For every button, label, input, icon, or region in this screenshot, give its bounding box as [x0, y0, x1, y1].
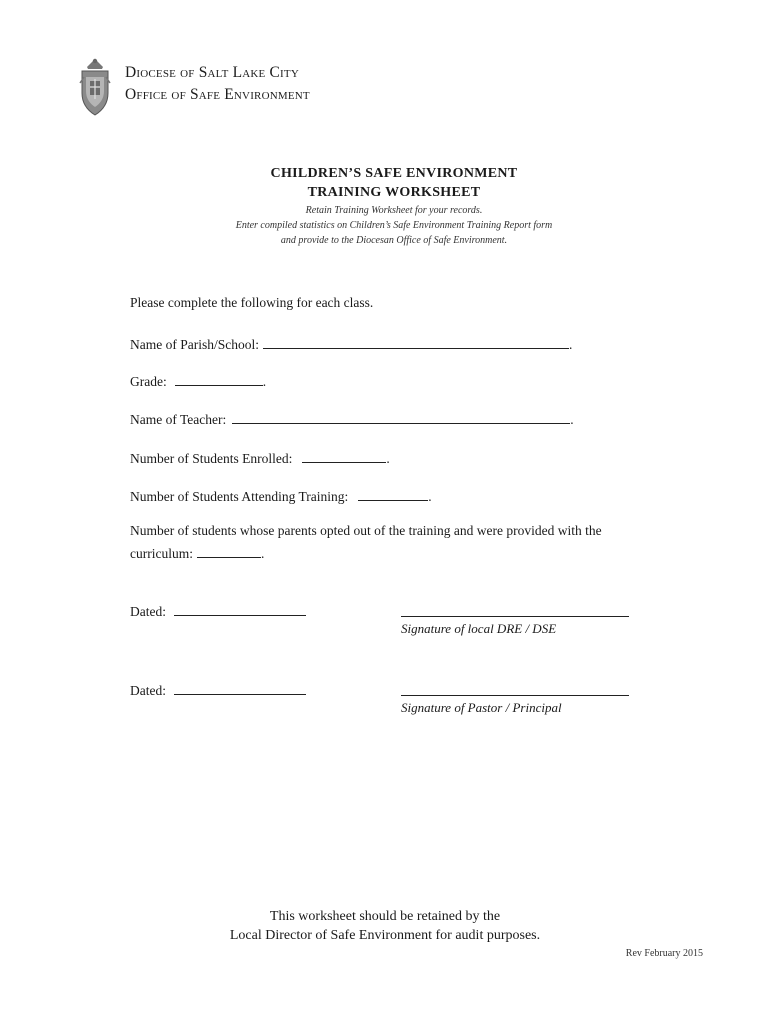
- grade-field-row: Grade: .: [130, 374, 267, 389]
- dated-label: Dated:: [130, 683, 166, 698]
- instruction-note: Enter compiled statistics on Children’s Safe Environment Training Report form: [235, 220, 553, 231]
- org-name: Diocese of Salt Lake City: [125, 64, 299, 81]
- dre-signature-label: Signature of local DRE / DSE: [401, 621, 557, 636]
- parish-field-row: Name of Parish/School: .: [130, 337, 573, 352]
- grade-label: Grade:: [130, 374, 167, 389]
- enrolled-field-row: Number of Students Enrolled: .: [130, 451, 390, 466]
- enrolled-label: Number of Students Enrolled:: [130, 451, 293, 466]
- doc-title-line2: TRAINING WORKSHEET: [307, 185, 481, 200]
- pastor-signature-label: Signature of Pastor / Principal: [401, 700, 562, 715]
- instruction-note: Retain Training Worksheet for your records.: [305, 205, 483, 216]
- attending-field[interactable]: [358, 488, 428, 501]
- attending-field-row: Number of Students Attending Training: .: [130, 489, 432, 504]
- form-intro: Please complete the following for each class.: [130, 295, 374, 310]
- optout-field-row: curriculum: .: [130, 546, 265, 561]
- revision-date: Rev February 2015: [625, 948, 703, 959]
- grade-field[interactable]: [175, 373, 263, 386]
- enrolled-field[interactable]: [302, 450, 386, 463]
- dated-field-1[interactable]: [174, 603, 306, 616]
- diocese-crest-icon: [78, 57, 112, 117]
- office-name: Office of Safe Environment: [125, 86, 310, 103]
- retention-note-line2: Local Director of Safe Environment for audit purposes.: [229, 928, 541, 943]
- dated-field-row-2: [130, 682, 306, 699]
- optout-field[interactable]: [197, 545, 261, 558]
- dated-label: Dated:: [130, 604, 166, 619]
- teacher-field-row: Name of Teacher: .: [130, 412, 574, 427]
- optout-label: curriculum:: [130, 546, 193, 561]
- parish-label: Name of Parish/School:: [130, 337, 259, 352]
- teacher-label: Name of Teacher:: [130, 412, 227, 427]
- dated-field-2[interactable]: [174, 682, 306, 695]
- teacher-field[interactable]: [232, 411, 570, 424]
- parish-field[interactable]: [263, 336, 569, 349]
- dated-field-row-1: [130, 603, 306, 620]
- retention-note-line1: This worksheet should be retained by the: [269, 909, 501, 924]
- dre-signature-line[interactable]: [401, 615, 629, 617]
- instruction-note: and provide to the Diocesan Office of Safe Environment.: [280, 235, 508, 246]
- doc-title-line1: CHILDREN’S SAFE ENVIRONMENT: [270, 166, 518, 181]
- optout-question: Number of students whose parents opted out of the training and were provided with the: [130, 523, 602, 538]
- attending-label: Number of Students Attending Training:: [130, 489, 349, 504]
- pastor-signature-line[interactable]: [401, 694, 629, 696]
